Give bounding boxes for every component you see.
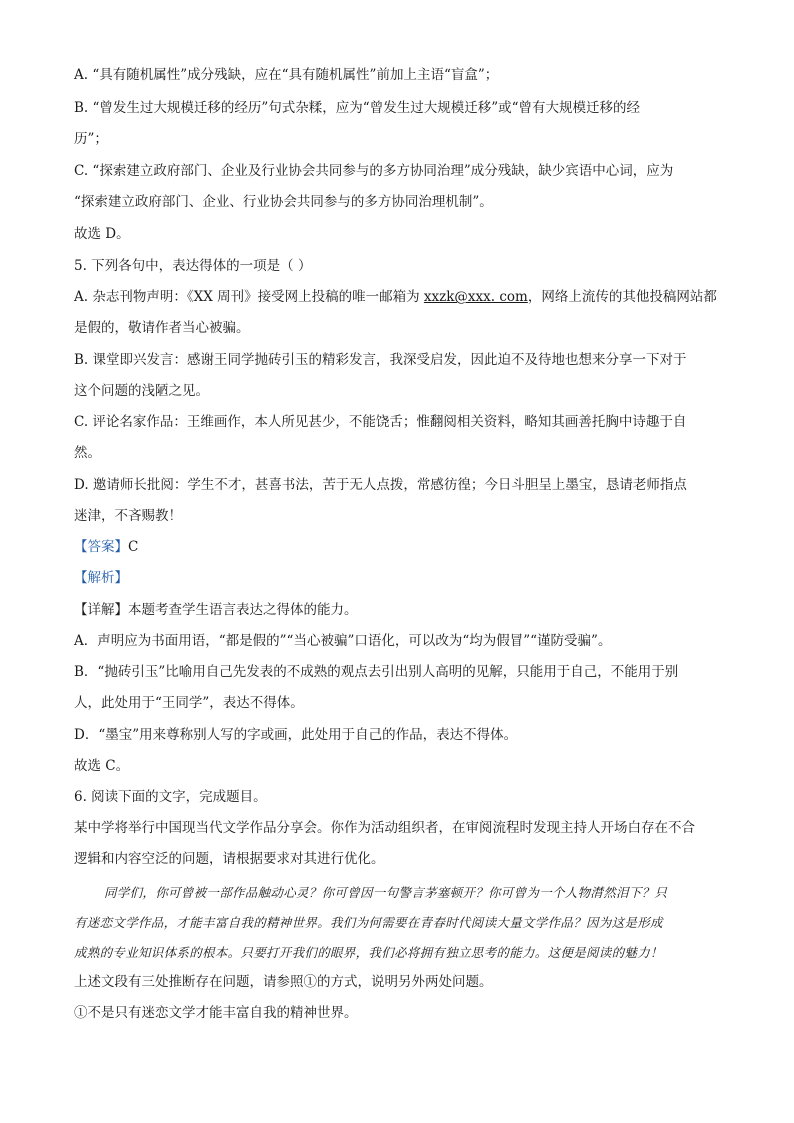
question-5-option-a bbox=[74, 288, 717, 306]
question-5-option-c: C. 评论名家作品：王维画作，本人所见甚少，不能饶舌；惟翻阅相关资料，略知其画善托胸中诗趣于自 bbox=[74, 414, 687, 430]
detail-intro: 【详解】本题考查学生语言表达之得体的能力。 bbox=[74, 602, 358, 618]
question-5-option-a-cont: 是假的，敬请作者当心被骗。 bbox=[74, 320, 250, 336]
answer-value: C bbox=[128, 539, 139, 555]
email-address: xxzk@xxx. com bbox=[423, 289, 528, 305]
passage-line-1: 同学们，你可曾被一部作品触动心灵？你可曾因一句警言茅塞顿开？你可曾为一个人物潸然泪下？只 bbox=[104, 885, 668, 900]
answer-choice-c: 故选 C。 bbox=[74, 758, 130, 774]
question-5-option-c-cont: 然。 bbox=[74, 445, 101, 461]
analysis-label: 【解析】 bbox=[74, 570, 128, 586]
question-6-context: 某中学将举行中国现当代文学作品分享会。你作为活动组织者，在审阅流程时发现主持人开场白存在不合 bbox=[74, 820, 695, 836]
answer-row bbox=[74, 538, 138, 556]
question-5-option-d-cont: 迷津，不吝赐教！ bbox=[74, 508, 182, 524]
question-6-stem: 6. 阅读下面的文字，完成题目。 bbox=[74, 789, 267, 805]
answer-choice-d: 故选 D。 bbox=[74, 226, 130, 242]
detail-b-cont: 人，此处用于“王同学”，表达不得体。 bbox=[74, 695, 304, 711]
passage-line-2: 有迷恋文学作品，才能丰富自我的精神世界。我们为何需要在青春时代阅读大量文学作品？因为这是形成 bbox=[74, 915, 663, 930]
question-5-option-d: D. 邀请师长批阅：学生不才，甚喜书法，苦于无人点拨，常感彷徨；今日斗胆呈上墨宝，恳请老师指点 bbox=[74, 477, 687, 493]
detail-d: D．“墨宝”用来尊称别人写的字或画，此处用于自己的作品，表达不得体。 bbox=[74, 727, 518, 743]
detail-a: A．声明应为书面用语，“都是假的”“当心被骗”口语化，可以改为“均为假冒”“谨防受骗”。 bbox=[74, 633, 612, 649]
option-b-analysis-cont: 历”； bbox=[74, 131, 108, 147]
question-6-answer-1: ①不是只有迷恋文学才能丰富自我的精神世界。 bbox=[74, 1005, 358, 1021]
option-b-analysis: B. “曾发生过大规模迁移的经历”句式杂糅，应为“曾发生过大规模迁移”或“曾有大规模迁移的经 bbox=[74, 100, 641, 116]
answer-label: 【答案】 bbox=[74, 539, 128, 555]
option-a-analysis: A. “具有随机属性”成分残缺，应在“具有随机属性”前加上主语“盲盒”； bbox=[74, 67, 499, 83]
question-5-stem: 5. 下列各句中，表达得体的一项是（ ） bbox=[74, 258, 312, 274]
question-5-option-b-cont: 这个问题的浅陋之见。 bbox=[74, 383, 209, 399]
question-6-instruction: 上述文段有三处推断存在问题，请参照①的方式，说明另外两处问题。 bbox=[74, 974, 493, 990]
passage-line-3: 成熟的专业知识体系的根本。只要打开我们的眼界，我们必将拥有独立思考的能力。这便是阅读的魅力！ bbox=[74, 945, 663, 960]
question-6-context-cont: 逻辑和内容空泛的问题，请根据要求对其进行优化。 bbox=[74, 851, 385, 867]
option-c-analysis: C. “探索建立政府部门、企业及行业协会共同参与的多方协同治理”成分残缺，缺少宾语中心词，应为 bbox=[74, 163, 674, 179]
option-c-analysis-cont: “探索建立政府部门、企业、行业协会共同参与的多方协同治理机制”。 bbox=[74, 194, 493, 210]
option-a-text-cont: ，网络上流传的其他投稿网站都 bbox=[527, 289, 717, 305]
detail-b: B．“抛砖引玉”比喻用自己先发表的不成熟的观点去引出别人高明的见解，只能用于自己，不能用于别 bbox=[74, 664, 679, 680]
question-5-option-b: B. 课堂即兴发言：感谢王同学抛砖引玉的精彩发言，我深受启发，因此迫不及待地也想来分享一下对于 bbox=[74, 352, 687, 368]
option-a-text: A. 杂志刊物声明：《XX 周刊》接受网上投稿的唯一邮箱为 bbox=[74, 289, 424, 305]
